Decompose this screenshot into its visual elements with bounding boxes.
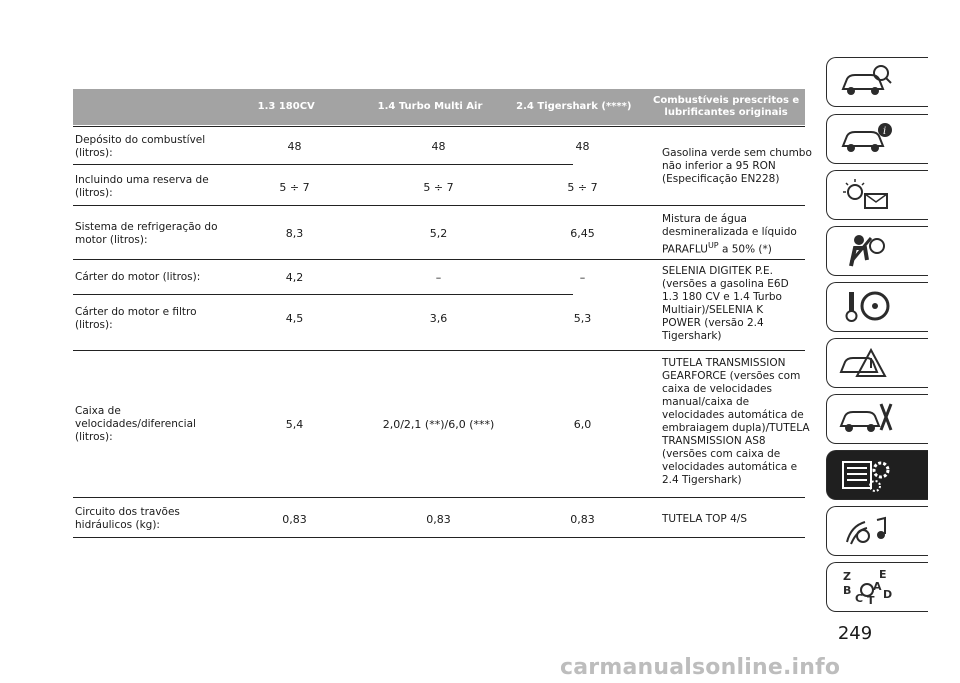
- svg-text:Z: Z: [843, 570, 851, 583]
- spec-coolant-ratio: a 50% (*): [718, 243, 772, 256]
- value-fuel-tank-1: 48: [287, 140, 302, 153]
- spec-engine-oil: SELENIA DIGITEK P.E. (versões a gasolina E6D 1.3 180 CV e 1.4 Turbo Multiair)/SELENIA K POWER (versão 2.4 Tigershark): [662, 265, 789, 342]
- svg-text:B: B: [843, 584, 852, 597]
- header-engine-2: 1.4 Turbo Multi Air: [377, 101, 483, 112]
- value-gearbox-1: 5,4: [285, 418, 304, 431]
- spec-brake: TUTELA TOP 4/S: [662, 513, 747, 525]
- row-divider: [73, 164, 573, 165]
- svg-text:A: A: [873, 580, 882, 593]
- value-coolant-1: 8,3: [285, 227, 304, 240]
- svg-text:T: T: [867, 594, 875, 606]
- value-fuel-tank-2: 48: [431, 140, 446, 153]
- value-brake-2: 0,83: [426, 513, 451, 526]
- row-divider: [73, 294, 573, 295]
- airbag-person-icon[interactable]: [826, 226, 928, 276]
- row-label-reserve: Incluindo uma reserva de (litros):: [75, 174, 209, 199]
- row-divider: [73, 350, 805, 351]
- car-accident-icon[interactable]: [826, 338, 928, 388]
- row-divider: [73, 497, 805, 498]
- spec-fuel: Gasolina verde sem chumbo não inferior a 95 RON (Especificação EN228): [662, 147, 812, 185]
- value-gearbox-3: 6,0: [573, 418, 592, 431]
- spec-coolant-text: Mistura de água desmineralizada e líquido PARAFLU: [662, 213, 797, 256]
- tech-specs-icon[interactable]: [826, 450, 928, 500]
- header-lubricants: Combustíveis prescritos e lubrificantes originais: [652, 95, 800, 118]
- row-divider: [73, 205, 805, 206]
- car-dashboard-icon[interactable]: [826, 57, 928, 107]
- value-fuel-tank-3: 48: [575, 140, 590, 153]
- row-label-oil-filter: Cárter do motor e filtro (litros):: [75, 306, 197, 331]
- row-label-oil-sump: Cárter do motor (litros):: [75, 271, 201, 283]
- multimedia-icon[interactable]: [826, 506, 928, 556]
- page-number: 249: [837, 623, 873, 644]
- value-gearbox-2: 2,0/2,1 (**)/6,0 (***): [382, 418, 495, 431]
- value-reserve-2: 5 ÷ 7: [423, 181, 454, 194]
- svg-text:D: D: [883, 588, 893, 601]
- row-divider: [73, 259, 805, 260]
- key-steering-icon[interactable]: [826, 282, 928, 332]
- value-oil-sump-2: –: [435, 271, 442, 284]
- svg-text:i: i: [883, 126, 887, 137]
- value-coolant-2: 5,2: [429, 227, 448, 240]
- specs-table: [73, 89, 805, 125]
- alphabetical-index-icon[interactable]: [826, 562, 928, 612]
- value-oil-filter-3: 5,3: [573, 312, 592, 325]
- svg-text:C: C: [855, 592, 864, 605]
- value-oil-sump-3: –: [579, 271, 586, 284]
- row-label-fuel-tank: Depósito do combustível (litros):: [75, 134, 206, 159]
- value-reserve-1: 5 ÷ 7: [279, 181, 310, 194]
- spec-gearbox: TUTELA TRANSMISSION GEARFORCE (versões com caixa de velocidades manual/caixa de velocidades automática de embraiagem dupla)/TUTELA TRANSMISSION AS8 (versões com caixa de velocidades automática e 2.4 Tigershark): [662, 357, 810, 486]
- svg-text:E: E: [879, 568, 887, 581]
- value-brake-1: 0,83: [282, 513, 307, 526]
- row-label-brake: Circuito dos travões hidráulicos (kg):: [75, 506, 180, 531]
- watermark: carmanualsonline.info: [560, 655, 841, 680]
- car-service-tools-icon[interactable]: [826, 394, 928, 444]
- header-engine-1: 1.3 180CV: [257, 101, 315, 112]
- row-label-coolant: Sistema de refrigeração do motor (litros):: [75, 221, 218, 246]
- value-brake-3: 0,83: [570, 513, 595, 526]
- header-engine-3: 2.4 Tigershark (****): [516, 101, 632, 112]
- warning-lights-icon[interactable]: [826, 170, 928, 220]
- value-oil-filter-2: 3,6: [429, 312, 448, 325]
- value-oil-sump-1: 4,2: [285, 271, 304, 284]
- car-info-icon[interactable]: [826, 114, 928, 164]
- table-header: [73, 89, 805, 125]
- row-divider: [73, 537, 805, 538]
- row-label-gearbox: Caixa de velocidades/diferencial (litros):: [75, 405, 196, 443]
- header-cell-blank: [73, 89, 213, 125]
- value-oil-filter-1: 4,5: [285, 312, 304, 325]
- value-coolant-3: 6,45: [570, 227, 595, 240]
- spec-coolant-superscript: UP: [707, 241, 719, 250]
- spec-coolant: [662, 213, 797, 257]
- value-reserve-3: 5 ÷ 7: [567, 181, 598, 194]
- row-divider: [73, 126, 805, 127]
